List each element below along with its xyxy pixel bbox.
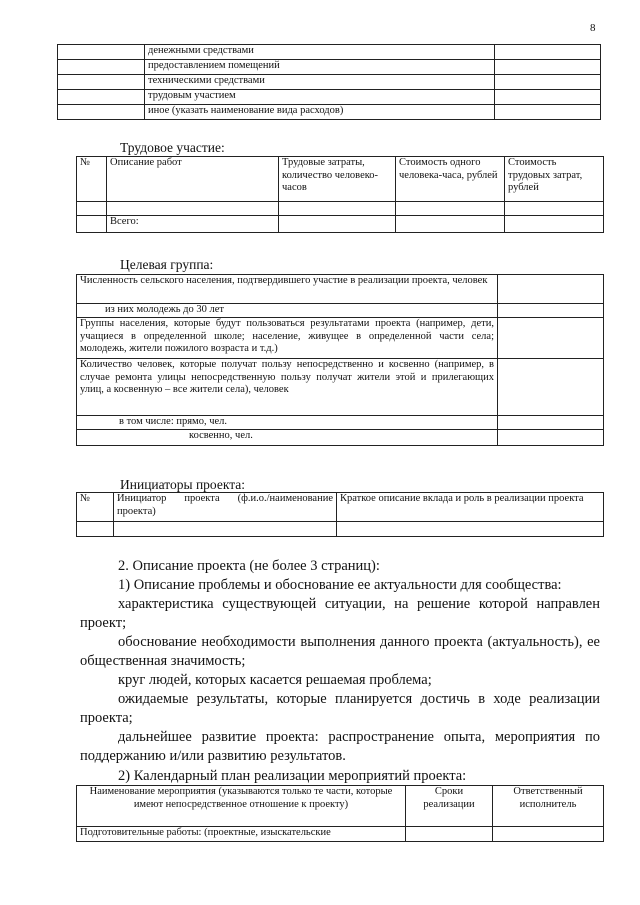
funding-table: [57, 44, 601, 120]
target-row-direct: в том числе: прямо, чел.: [77, 416, 498, 430]
table-row: [77, 522, 604, 537]
calendar-table: [76, 785, 604, 842]
funding-cell: техническими средствами: [145, 75, 495, 90]
funding-cell: предоставлением помещений: [145, 60, 495, 75]
table-row: [77, 416, 604, 430]
description-p4: ожидаемые результаты, которые планируется достичь в ходе реализации проекта;: [80, 691, 600, 726]
table-header-row: [77, 786, 604, 827]
table-header-row: [77, 493, 604, 522]
table-row: [77, 827, 604, 842]
col-contribution: Краткое описание вклада и роль в реализации проекта: [337, 493, 604, 522]
table-row: [77, 304, 604, 318]
target-row-population: Численность сельского населения, подтвердившего участие в реализации проекта, человек: [77, 275, 498, 304]
description-p3: круг людей, которых касается решаемая проблема;: [118, 672, 432, 688]
table-row: [77, 430, 604, 446]
table-row: [58, 90, 601, 105]
col-total-cost: Стоимость трудовых затрат, рублей: [505, 157, 604, 202]
col-activity: Наименование мероприятия (указываются только те части, которые имеют непосредственное отношение к проекту): [77, 786, 406, 827]
initiators-table: [76, 492, 604, 537]
table-row: [58, 75, 601, 90]
table-row: [77, 359, 604, 416]
funding-cell: иное (указать наименование вида расходов): [145, 105, 495, 120]
description-heading: 2. Описание проекта (не более 3 страниц):: [118, 558, 380, 574]
initiators-title: Инициаторы проекта:: [120, 477, 246, 492]
col-responsible: Ответственный исполнитель: [493, 786, 604, 827]
page-number: 8: [590, 22, 596, 34]
col-number: №: [77, 157, 107, 202]
table-header-row: [77, 157, 604, 202]
col-timeline: Сроки реализации: [406, 786, 493, 827]
target-row-youth: из них молодежь до 30 лет: [77, 304, 498, 318]
description-p1: характеристика существующей ситуации, на решение которой направлен проект;: [80, 596, 600, 631]
target-row-indirect: косвенно, чел.: [77, 430, 498, 446]
table-row: [58, 45, 601, 60]
target-row-groups: Группы населения, которые будут пользоваться результатами проекта (например, дети, учащиеся в определенной школе; население, живущее в определенной части села; молодежь, жители пожилого возраста и т.д.): [77, 318, 498, 359]
target-group-table: [76, 274, 604, 446]
table-row: [77, 275, 604, 304]
table-row: [58, 60, 601, 75]
description-item1: 1) Описание проблемы и обоснование ее актуальности для сообщества:: [118, 577, 562, 593]
labor-title: Трудовое участие:: [120, 140, 225, 155]
table-row: [58, 105, 601, 120]
labor-total-label: Всего:: [107, 216, 279, 233]
description-p5: дальнейшее развитие проекта: распространение опыта, мероприятия по поддержанию и/или развитию результатов.: [80, 729, 600, 764]
col-hour-cost: Стоимость одного человека-часа, рублей: [396, 157, 505, 202]
description-p2: обоснование необходимости выполнения данного проекта (актуальность), ее общественная значимость;: [80, 634, 600, 669]
col-work-description: Описание работ: [107, 157, 279, 202]
calendar-title: 2) Календарный план реализации мероприятий проекта:: [118, 768, 467, 784]
col-labor-hours: Трудовые затраты, количество человеко-часов: [279, 157, 396, 202]
col-number: №: [77, 493, 114, 522]
target-row-beneficiaries: Количество человек, которые получат пользу непосредственно и косвенно (например, в случае ремонта улицы непосредственную пользу получат жители этой и прилегающих улиц, а косвенную – все жители села), человек: [77, 359, 498, 416]
funding-cell: денежными средствами: [145, 45, 495, 60]
calendar-row-preparatory: Подготовительные работы: (проектные, изыскательские: [77, 827, 406, 842]
funding-cell: трудовым участием: [145, 90, 495, 105]
col-initiator: Инициатор проекта (ф.и.о./наименование проекта): [114, 493, 337, 522]
table-row: [77, 202, 604, 216]
table-row: [77, 216, 604, 233]
target-group-title: Целевая группа:: [120, 257, 214, 272]
project-description: [80, 557, 600, 766]
table-row: [77, 318, 604, 359]
labor-table: [76, 156, 604, 233]
